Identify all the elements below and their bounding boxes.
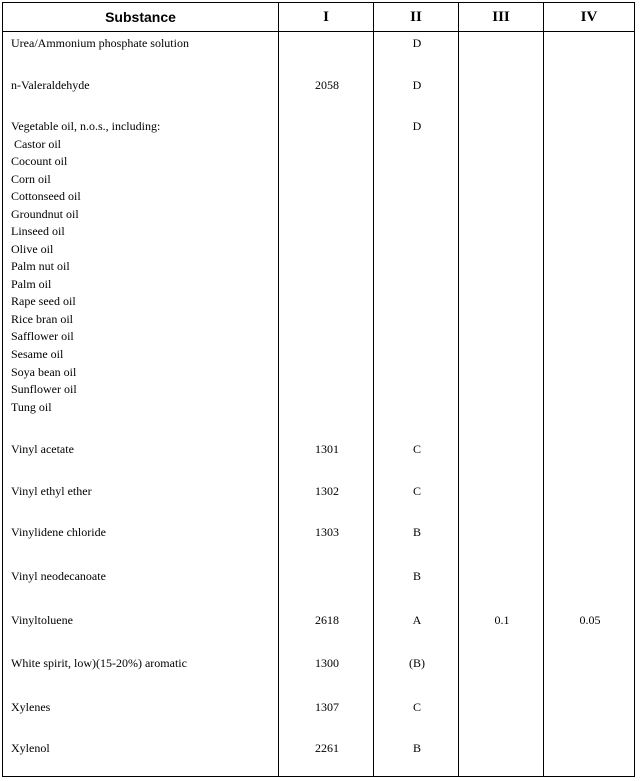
header-substance: Substance [105,9,176,25]
cell-col-i: 1301 [315,442,339,456]
cell-col-i: 2618 [315,613,339,627]
cell-col-ii: D [412,78,422,92]
vegetable-oil-item: Rape seed oil [11,294,76,308]
vegetable-oil-item: Palm nut oil [11,259,70,273]
table-header-row [3,3,634,32]
vegetable-oil-item: Groundnut oil [11,207,79,221]
substance-name: Vinyl neodecanoate [11,569,106,583]
substance-table [2,2,635,777]
cell-col-ii: A [412,613,422,627]
substance-name: Xylenes [11,700,51,714]
cell-col-ii: C [412,700,421,714]
substance-name: White spirit, low)(15-20%) aromatic [11,656,187,670]
cell-col-ii: B [412,569,421,583]
cell-col-i: 1303 [315,525,339,539]
substance-name: Vinyl acetate [11,442,74,456]
vegetable-oil-item: Sesame oil [11,347,64,361]
vegetable-oil-item: Palm oil [11,277,52,291]
cell-col-i: 1302 [315,484,339,498]
cell-col-ii: C [412,442,421,456]
substance-name: Vinyl ethyl ether [11,484,92,498]
cell-col-ii: D [412,119,422,133]
cell-col-ii: B [412,525,421,539]
substance-name: Urea/Ammonium phosphate solution [11,36,189,50]
vegetable-oil-item: Cocount oil [11,154,68,168]
header-col-iii: III [492,9,510,25]
vegetable-oil-item: Castor oil [14,137,61,151]
vegetable-oil-item: Rice bran oil [11,312,73,326]
header-col-iv: IV [580,9,598,25]
cell-col-iv: 0.05 [579,613,601,627]
cell-col-i: 1300 [315,656,339,670]
cell-col-ii: C [412,484,421,498]
cell-col-ii: (B) [409,656,425,670]
substance-name: Xylenol [11,741,50,755]
substance-name: Vegetable oil, n.o.s., including: [11,119,161,133]
vegetable-oil-item: Cottonseed oil [11,189,81,203]
cell-col-iii: 0.1 [494,613,510,627]
column-divider [543,3,544,776]
vegetable-oil-item: Corn oil [11,172,51,186]
substance-name: Vinylidene chloride [11,525,106,539]
vegetable-oil-item: Sunflower oil [11,382,77,396]
vegetable-oil-item: Olive oil [11,242,54,256]
header-col-ii: II [410,9,422,25]
cell-col-i: 1307 [315,700,339,714]
cell-col-i: 2058 [315,78,339,92]
substance-name: Vinyltoluene [11,613,73,627]
cell-col-i: 2261 [315,741,339,755]
column-divider [278,3,279,776]
cell-col-ii: B [412,741,421,755]
vegetable-oil-item: Tung oil [11,400,52,414]
cell-col-ii: D [412,36,422,50]
substance-name: n-Valeraldehyde [11,78,90,92]
vegetable-oil-item: Soya bean oil [11,365,77,379]
header-col-i: I [323,9,329,25]
vegetable-oil-item: Safflower oil [11,329,74,343]
vegetable-oil-item: Linseed oil [11,224,65,238]
